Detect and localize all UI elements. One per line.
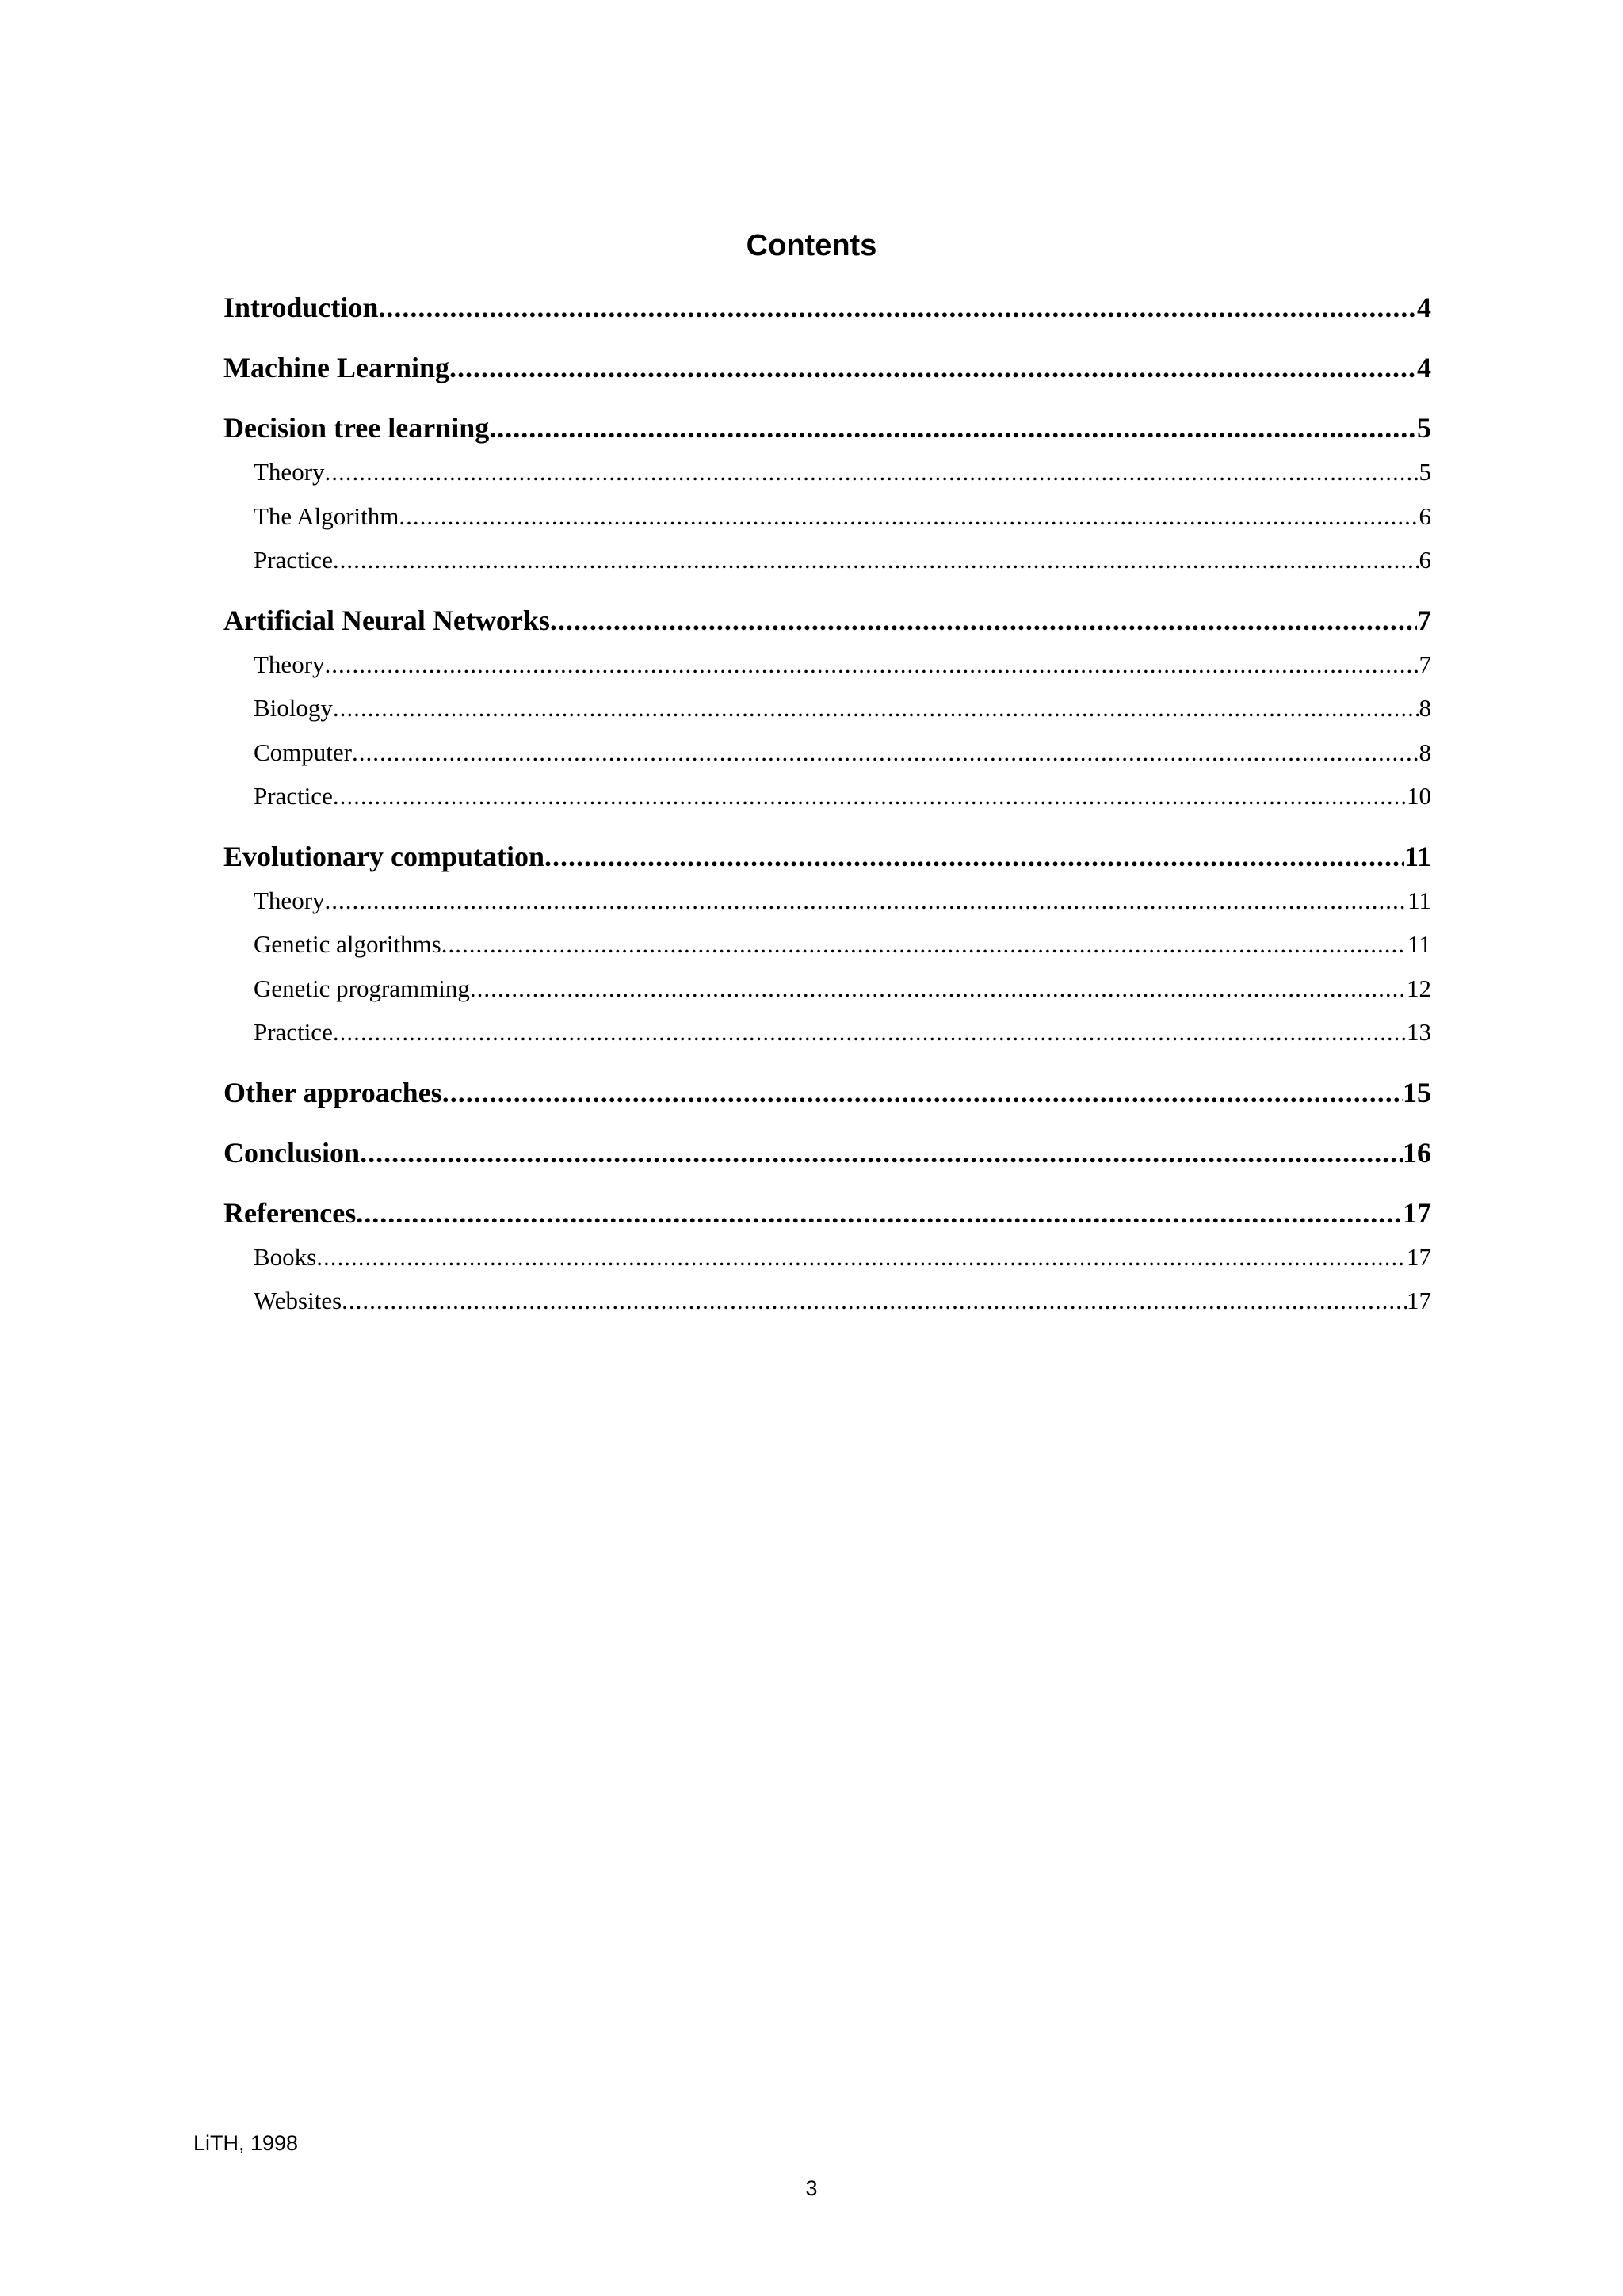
- toc-entry-page: 11: [1403, 840, 1431, 872]
- dot-leader: [325, 643, 1419, 687]
- toc-entry-genetic-programming[interactable]: [223, 967, 1431, 1011]
- toc-entry-introduction[interactable]: [223, 285, 1431, 330]
- toc-entry-computer[interactable]: [223, 730, 1431, 775]
- dot-leader: [325, 879, 1408, 923]
- toc-entry-machine-learning[interactable]: [223, 330, 1431, 390]
- dot-leader: [489, 406, 1417, 450]
- toc-entry-page: 8: [1419, 738, 1431, 766]
- dot-leader: [470, 967, 1407, 1011]
- dot-leader: [333, 774, 1407, 818]
- toc-entry-books[interactable]: [223, 1235, 1431, 1280]
- dot-leader: [316, 1235, 1407, 1280]
- dot-leader: [550, 598, 1417, 643]
- toc-entry-title: Machine Learning: [223, 352, 449, 383]
- dot-leader: [442, 1070, 1403, 1115]
- toc-entry-page: 7: [1417, 604, 1431, 636]
- dot-leader: [378, 285, 1417, 330]
- toc-entry-title: References: [223, 1196, 357, 1229]
- toc-entry-title: Evolutionary computation: [223, 840, 545, 872]
- toc-entry-other-approaches[interactable]: [223, 1055, 1431, 1115]
- toc-entry-title: Books: [254, 1242, 317, 1271]
- toc-entry-the-algorithm[interactable]: [223, 494, 1431, 539]
- toc-entry-biology[interactable]: [223, 686, 1431, 730]
- toc-entry-page: 5: [1417, 412, 1431, 444]
- toc-entry-page: 7: [1419, 650, 1431, 678]
- toc-entry-page: 17: [1407, 1287, 1431, 1314]
- toc-entry-title: Theory: [254, 650, 325, 678]
- footer-institution-year: LiTH, 1998: [193, 2131, 299, 2155]
- toc-entry-page: 15: [1403, 1076, 1431, 1108]
- toc-entry-title: Genetic algorithms: [254, 930, 441, 958]
- toc-entry-page: 5: [1419, 458, 1431, 486]
- toc-entry-title: Computer: [254, 738, 352, 766]
- toc-entry-ann-practice[interactable]: [223, 774, 1431, 818]
- toc-entry-title: Conclusion: [223, 1136, 361, 1169]
- toc-entry-title: Introduction: [223, 292, 379, 323]
- toc-entry-page: 8: [1419, 694, 1431, 722]
- toc-entry-title: Other approaches: [223, 1076, 442, 1108]
- toc-entry-page: 4: [1417, 352, 1431, 383]
- toc-entry-artificial-neural-networks[interactable]: [223, 582, 1431, 643]
- toc-entry-title: Theory: [254, 458, 325, 486]
- toc-entry-page: 17: [1403, 1196, 1431, 1229]
- toc-entry-ec-practice[interactable]: [223, 1010, 1431, 1055]
- table-of-contents: [223, 285, 1431, 1323]
- toc-entry-ec-theory[interactable]: [223, 879, 1431, 923]
- page-title: Contents: [746, 229, 877, 262]
- dot-leader: [399, 494, 1419, 539]
- dot-leader: [352, 730, 1419, 775]
- toc-entry-references[interactable]: [223, 1175, 1431, 1235]
- toc-entry-page: 12: [1407, 974, 1431, 1002]
- dot-leader: [333, 538, 1419, 582]
- toc-entry-websites[interactable]: [223, 1279, 1431, 1323]
- toc-entry-decision-theory[interactable]: [223, 450, 1431, 494]
- toc-entry-page: 17: [1407, 1242, 1431, 1271]
- toc-entry-ann-theory[interactable]: [223, 643, 1431, 687]
- toc-entry-page: 4: [1417, 292, 1431, 323]
- toc-entry-title: Practice: [254, 546, 333, 574]
- toc-entry-page: 11: [1407, 930, 1431, 958]
- toc-entry-evolutionary-computation[interactable]: [223, 818, 1431, 879]
- toc-entry-title: Theory: [254, 886, 325, 914]
- toc-entry-title: Genetic programming: [254, 974, 470, 1002]
- toc-entry-title: Websites: [254, 1287, 342, 1314]
- toc-entry-title: Practice: [254, 782, 333, 810]
- toc-entry-page: 6: [1419, 546, 1431, 574]
- dot-leader: [325, 450, 1419, 494]
- toc-entry-decision-tree-learning[interactable]: [223, 390, 1431, 450]
- toc-entry-title: Artificial Neural Networks: [223, 604, 550, 636]
- toc-entry-page: 13: [1407, 1018, 1431, 1046]
- dot-leader: [333, 1010, 1407, 1055]
- dot-leader: [360, 1131, 1403, 1175]
- dot-leader: [342, 1279, 1407, 1323]
- toc-entry-genetic-algorithms[interactable]: [223, 922, 1431, 967]
- dot-leader: [356, 1191, 1403, 1235]
- toc-entry-conclusion[interactable]: [223, 1115, 1431, 1175]
- dot-leader: [449, 345, 1417, 390]
- toc-entry-title: Decision tree learning: [223, 412, 490, 444]
- dot-leader: [441, 922, 1407, 967]
- toc-entry-page: 6: [1419, 502, 1431, 530]
- toc-entry-page: 11: [1407, 886, 1431, 914]
- toc-entry-page: 16: [1403, 1136, 1431, 1169]
- dot-leader: [333, 686, 1419, 730]
- toc-entry-title: The Algorithm: [254, 502, 399, 530]
- toc-entry-page: 10: [1407, 782, 1431, 810]
- page-number: 3: [805, 2176, 818, 2200]
- toc-entry-title: Biology: [254, 694, 333, 722]
- dot-leader: [544, 834, 1404, 879]
- toc-entry-title: Practice: [254, 1018, 333, 1046]
- toc-entry-decision-practice[interactable]: [223, 538, 1431, 582]
